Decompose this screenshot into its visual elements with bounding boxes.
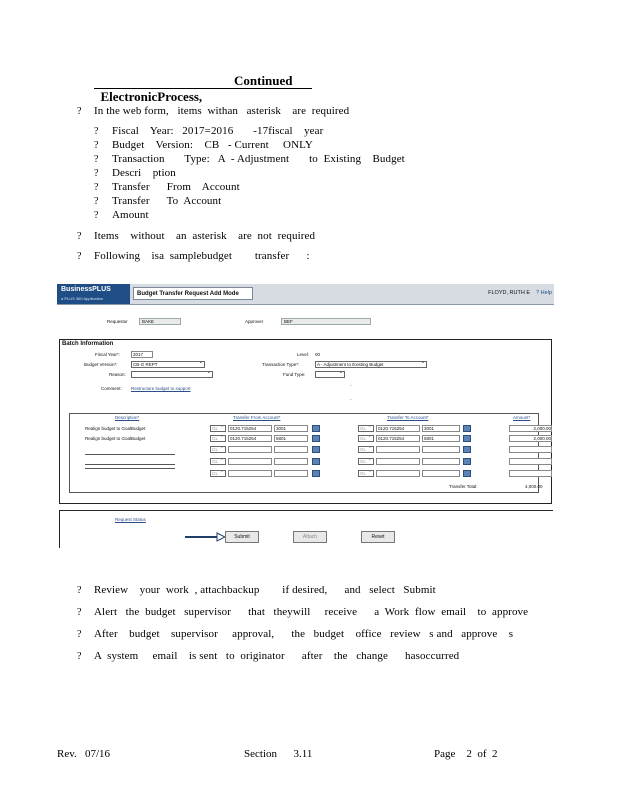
lookup-icon[interactable] [312,470,320,477]
col-transfer-to[interactable]: Transfer To Account* [387,415,429,420]
app-header [57,284,554,305]
bullet-marker: ? [77,651,82,662]
from-account-input[interactable] [228,458,272,465]
following-text: Following isa samplebudget transfer : [94,250,310,262]
to-object-input[interactable] [422,446,460,453]
after-text: A system email is sent to originator after the change hasoccurred [94,650,460,662]
level-value: 00 [315,352,321,357]
required-item: Transaction Type: A - Adjustment to Existing Budget [112,153,405,165]
bullet-marker: ? [77,251,82,262]
col-description[interactable]: Description* [115,415,140,420]
fiscal-year-label: Fiscal Year*: [95,352,121,357]
ledger-select[interactable]: GL ⌄ [210,425,226,432]
to-object-input[interactable] [422,458,460,465]
after-text: Alert the budget supervisor that theywill receive a Work flow email to approve [94,606,529,618]
ledger-select[interactable]: GL ⌄ [358,435,374,442]
intro-text: In the web form, items withan asterisk are required [94,105,350,117]
bullet-marker: ? [94,154,99,165]
arrow-icon [185,532,225,542]
level-label: Level: [297,352,310,357]
col-amount[interactable]: Amount* [513,415,531,420]
attach-button[interactable]: Attach [293,531,327,543]
bullet-marker: ? [94,182,99,193]
reason-select[interactable] [131,371,213,378]
bullet-marker: ? [77,231,82,242]
required-item: Fiscal Year: 2017=2016 -17fiscal year [112,125,324,137]
required-item: Budget Version: CB - Current ONLY [112,139,313,151]
lookup-icon[interactable] [463,446,471,453]
to-object-input[interactable] [422,470,460,477]
heading-continued: Continued [234,73,293,88]
bullet-marker: ? [77,585,82,596]
request-status-link[interactable]: Request Status [115,517,146,522]
to-object-input[interactable]: 5801 [422,435,460,442]
to-account-input[interactable] [376,458,420,465]
bullet-marker: ? [77,629,82,640]
lookup-icon[interactable] [463,425,471,432]
bullet-marker: ? [94,126,99,137]
bullet-marker: ? [94,168,99,179]
transfer-total-label: Transfer Total: [449,484,478,489]
amount-input[interactable]: 2,000.00 [509,435,552,442]
required-item: Transfer To Account [112,195,222,207]
heading-underline [94,88,312,89]
bullet-marker: ? [77,607,82,618]
lookup-icon[interactable] [463,435,471,442]
from-account-input[interactable] [228,446,272,453]
to-account-input[interactable]: 0120.715254 [376,435,420,442]
lookup-icon[interactable] [312,446,320,453]
after-text: After budget supervisor approval, the budget office review s and approve s [94,628,514,640]
ledger-select[interactable]: GL ⌄ [358,470,374,477]
from-account-input[interactable] [228,470,272,477]
transaction-type-select[interactable]: A - Adjustment to Existing Budget ⌄ [315,361,427,368]
from-account-input[interactable]: 0120.715254 [228,435,272,442]
lookup-icon[interactable] [312,458,320,465]
required-item: Transfer From Account [112,181,240,193]
reason-label: Reason: [109,372,126,377]
not-required-text: Items without an asterisk are not required [94,230,316,242]
description-line[interactable] [85,454,175,455]
ledger-select[interactable]: GL ⌄ [358,425,374,432]
requestor-field[interactable]: BAKE [139,318,181,325]
scroll-up-icon[interactable]: ⌃ [349,384,353,389]
budget-version-select[interactable]: CB-G REPT ⌄ [131,361,205,368]
footer-section: Section 3.11 [244,748,313,760]
amount-input[interactable] [509,446,552,453]
amount-input[interactable] [509,458,552,465]
requestor-label: Requestor [107,319,128,324]
app-logo [57,284,130,304]
fund-type-label: Fund Type: [283,372,306,377]
bullet-marker: ? [77,106,82,117]
lookup-icon[interactable] [312,435,320,442]
lookup-icon[interactable] [312,425,320,432]
row-description[interactable]: Realign budget to GoalBudget [85,436,146,441]
description-line[interactable] [85,468,175,469]
heading-title: ElectronicProcess, [100,89,203,104]
after-text: Review your work , attachbackup if desired, and select Submit [94,584,436,596]
section-title: Batch Information [62,341,114,347]
fund-type-select[interactable] [315,371,345,378]
to-account-input[interactable] [376,470,420,477]
description-line[interactable] [85,464,175,465]
required-item: Descri ption [112,167,176,179]
ledger-select[interactable]: GL ⌄ [210,435,226,442]
tab-budget-transfer[interactable]: Budget Transfer Request Add Mode [133,287,253,300]
ledger-select[interactable]: GL ⌄ [210,446,226,453]
comment-label: Comment: [101,386,122,391]
from-object-input[interactable] [274,470,308,477]
fiscal-year-input[interactable]: 2017 [131,351,153,358]
ledger-select[interactable]: GL ⌄ [358,446,374,453]
approver-field[interactable]: BEF [281,318,371,325]
help-link[interactable]: ? Help [536,290,552,296]
scroll-down-icon[interactable]: ⌄ [349,396,353,401]
bullet-marker: ? [94,140,99,151]
submit-button[interactable]: Submit [225,531,259,543]
from-object-input[interactable]: 3001 [274,425,308,432]
lookup-icon[interactable] [463,458,471,465]
budget-transfer-screenshot [57,284,554,548]
amount-input[interactable]: 2,000.00 [509,425,552,432]
footer-revision: Rev. 07/16 [57,748,111,760]
from-account-input[interactable]: 0120.715254 [228,425,272,432]
to-account-input[interactable] [376,446,420,453]
from-object-input[interactable] [274,446,308,453]
ledger-select[interactable]: GL ⌄ [210,470,226,477]
bullet-marker: ? [94,210,99,221]
required-item: Amount [112,209,149,221]
budget-version-label: Budget Version*: [84,362,118,367]
to-account-input[interactable]: 0120.715254 [376,425,420,432]
reset-button[interactable]: Reset [361,531,395,543]
from-object-input[interactable] [274,458,308,465]
footer-page: Page 2 of 2 [434,748,498,760]
row-description[interactable]: Realign budget to GoalBudget [85,426,146,431]
lookup-icon[interactable] [463,470,471,477]
brand-subtitle: a PLUS 360 Application [61,296,104,301]
brand-name: BusinessPLUS [61,286,111,293]
transaction-type-label: Transaction Type*: [262,362,300,367]
comment-value: Restructure budget to support [131,386,191,391]
transfer-total-value: 4,000.00 [525,484,543,489]
bullet-marker: ? [94,196,99,207]
amount-input[interactable] [509,470,552,477]
approver-label: Approver [245,319,264,324]
to-object-input[interactable]: 3001 [422,425,460,432]
ledger-select[interactable]: GL ⌄ [358,458,374,465]
col-transfer-from[interactable]: Transfer From Account* [233,415,281,420]
user-name: FLOYD, RUTH E [488,290,530,296]
ledger-select[interactable]: GL ⌄ [210,458,226,465]
from-object-input[interactable]: 5801 [274,435,308,442]
